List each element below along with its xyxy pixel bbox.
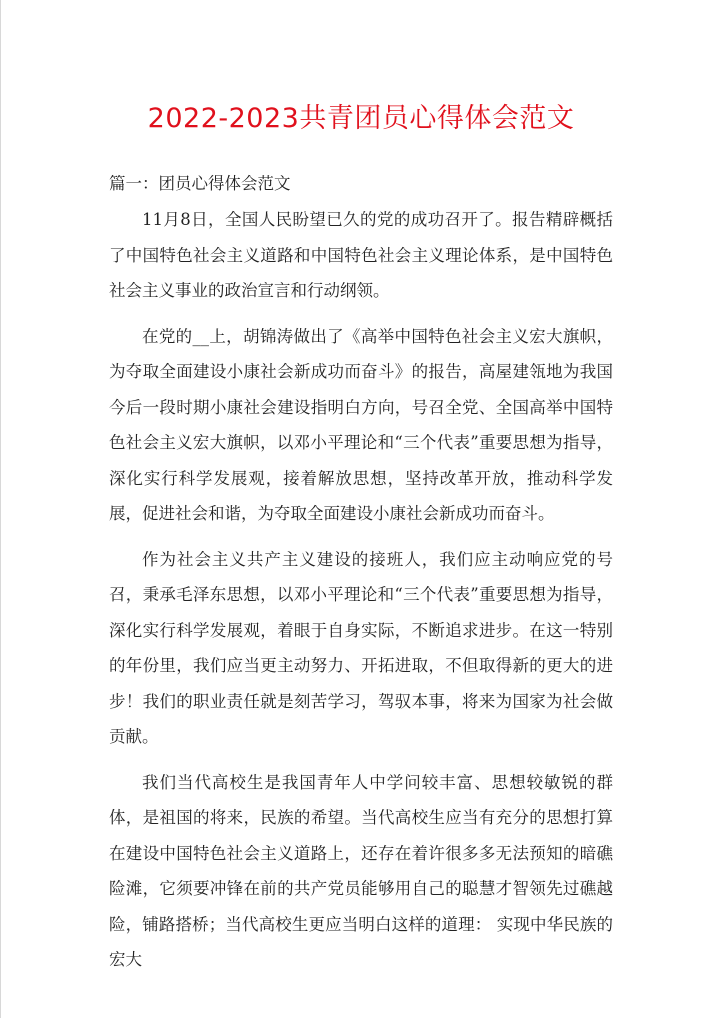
document-title: 2022-2023共青团员心得体会范文 [147, 103, 575, 134]
paragraph: 我们当代高校生是我国青年人中学问较丰富、思想较敏锐的群体，是祖国的将来，民族的希望。当代高校生应当有充分的思想打算在建设中国特色社会主义道路上，还存在着许很多多无法预知的暗礁险滩，它须要冲锋在前的共产党员能够用自己的聪慧才智领先过礁越险，铺路搭桥；当代高校生更应当明白这样的道理： 实现中华民族的宏大 [109, 772, 613, 969]
paragraph: 11月8日，全国人民盼望已久的党的成功召开了。报告精辟概括了中国特色社会主义道路和中国特色社会主义理论体系，是中国特色社会主义事业的政治宣言和行动纲领。 [109, 210, 613, 300]
paragraph: 作为社会主义共产主义建设的接班人，我们应主动响应党的号召，秉承毛泽东思想，以邓小平理论和“三个代表”重要思想为指导，深化实行科学发展观，着眼于自身实际，不断追求进步。在这一特别的年份里，我们应当更主动努力、开拓进取，不但取得新的更大的进步！我们的职业责任就是刻苦学习，驾驭本事，将来为国家为社会做贡献。 [109, 549, 613, 746]
document-body [109, 202, 613, 978]
section-heading: 篇一：团员心得体会范文 [109, 174, 291, 193]
paragraph: 在党的__上，胡锦涛做出了《高举中国特色社会主义宏大旗帜，为夺取全面建设小康社会新成功而奋斗》的报告，高屋建瓴地为我国今后一段时期小康社会建设指明白方向，号召全党、全国高举中国特色社会主义宏大旗帜，以邓小平理论和“三个代表”重要思想为指导，深化实行科学发展观，接着解放思想，坚持改革开放，推动科学发展，促进社会和谐，为夺取全面建设小康社会新成功而奋斗。 [109, 326, 613, 523]
